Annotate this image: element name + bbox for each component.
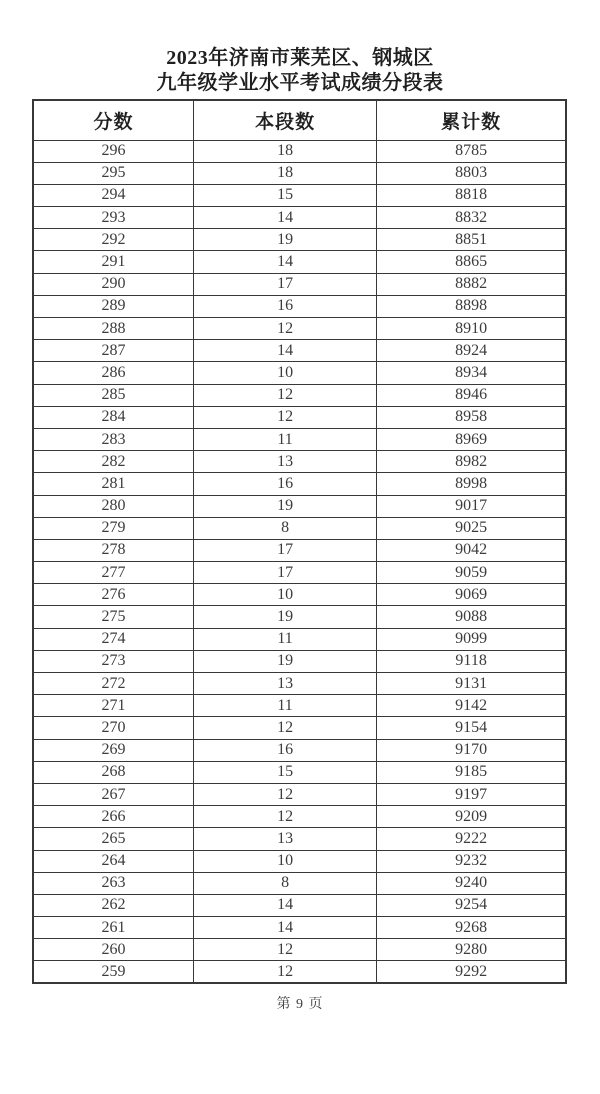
table-row xyxy=(33,872,566,894)
cell-score: 295 xyxy=(33,162,193,184)
cell-segment-count: 19 xyxy=(193,606,376,628)
cell-segment-count: 17 xyxy=(193,562,376,584)
cell-segment-count: 14 xyxy=(193,207,376,229)
cell-cumulative-count: 8982 xyxy=(377,451,566,473)
cell-score: 288 xyxy=(33,318,193,340)
cell-score: 269 xyxy=(33,739,193,761)
cell-segment-count: 13 xyxy=(193,828,376,850)
cell-cumulative-count: 8969 xyxy=(377,428,566,450)
cell-segment-count: 15 xyxy=(193,184,376,206)
cell-segment-count: 16 xyxy=(193,295,376,317)
table-row xyxy=(33,473,566,495)
column-header-cumulative-count: 累计数 xyxy=(377,100,566,140)
table-row xyxy=(33,140,566,162)
cell-cumulative-count: 8910 xyxy=(377,318,566,340)
cell-cumulative-count: 9197 xyxy=(377,783,566,805)
title-line-1: 2023年济南市莱芜区、钢城区 xyxy=(166,47,434,69)
cell-segment-count: 8 xyxy=(193,872,376,894)
table-row xyxy=(33,495,566,517)
table-row xyxy=(33,406,566,428)
cell-score: 284 xyxy=(33,406,193,428)
cell-segment-count: 12 xyxy=(193,806,376,828)
cell-cumulative-count: 8934 xyxy=(377,362,566,384)
table-row xyxy=(33,428,566,450)
cell-segment-count: 16 xyxy=(193,473,376,495)
cell-segment-count: 14 xyxy=(193,340,376,362)
cell-score: 282 xyxy=(33,451,193,473)
cell-segment-count: 18 xyxy=(193,140,376,162)
cell-score: 274 xyxy=(33,628,193,650)
title-line-2: 九年级学业水平考试成绩分段表 xyxy=(156,72,444,94)
table-row xyxy=(33,673,566,695)
cell-cumulative-count: 9099 xyxy=(377,628,566,650)
cell-segment-count: 10 xyxy=(193,850,376,872)
cell-score: 296 xyxy=(33,140,193,162)
cell-segment-count: 19 xyxy=(193,229,376,251)
cell-segment-count: 15 xyxy=(193,761,376,783)
table-row xyxy=(33,517,566,539)
cell-cumulative-count: 8865 xyxy=(377,251,566,273)
cell-cumulative-count: 9222 xyxy=(377,828,566,850)
cell-segment-count: 12 xyxy=(193,939,376,961)
cell-cumulative-count: 9154 xyxy=(377,717,566,739)
cell-cumulative-count: 8898 xyxy=(377,295,566,317)
cell-cumulative-count: 8818 xyxy=(377,184,566,206)
cell-cumulative-count: 8924 xyxy=(377,340,566,362)
table-row xyxy=(33,184,566,206)
table-row xyxy=(33,828,566,850)
cell-segment-count: 8 xyxy=(193,517,376,539)
table-row xyxy=(33,650,566,672)
table-row xyxy=(33,251,566,273)
cell-cumulative-count: 9142 xyxy=(377,695,566,717)
cell-score: 293 xyxy=(33,207,193,229)
cell-score: 287 xyxy=(33,340,193,362)
table-row xyxy=(33,295,566,317)
table-row xyxy=(33,207,566,229)
cell-score: 266 xyxy=(33,806,193,828)
table-row xyxy=(33,539,566,561)
table-row xyxy=(33,850,566,872)
cell-segment-count: 10 xyxy=(193,362,376,384)
cell-segment-count: 13 xyxy=(193,673,376,695)
table-row xyxy=(33,761,566,783)
cell-score: 290 xyxy=(33,273,193,295)
table-row xyxy=(33,384,566,406)
cell-score: 270 xyxy=(33,717,193,739)
table-row xyxy=(33,340,566,362)
cell-score: 272 xyxy=(33,673,193,695)
table-row xyxy=(33,273,566,295)
cell-cumulative-count: 9131 xyxy=(377,673,566,695)
cell-cumulative-count: 8882 xyxy=(377,273,566,295)
cell-segment-count: 11 xyxy=(193,428,376,450)
table-row xyxy=(33,717,566,739)
table-row xyxy=(33,917,566,939)
table-row xyxy=(33,562,566,584)
cell-segment-count: 14 xyxy=(193,251,376,273)
cell-score: 268 xyxy=(33,761,193,783)
cell-segment-count: 17 xyxy=(193,539,376,561)
cell-segment-count: 11 xyxy=(193,628,376,650)
table-row xyxy=(33,229,566,251)
table-row xyxy=(33,806,566,828)
table-row xyxy=(33,606,566,628)
cell-score: 273 xyxy=(33,650,193,672)
page-number-footer: 第 9 页 xyxy=(276,997,324,1013)
table-row xyxy=(33,939,566,961)
cell-segment-count: 16 xyxy=(193,739,376,761)
cell-cumulative-count: 9069 xyxy=(377,584,566,606)
cell-cumulative-count: 9059 xyxy=(377,562,566,584)
table-row xyxy=(33,318,566,340)
cell-score: 262 xyxy=(33,894,193,916)
cell-score: 260 xyxy=(33,939,193,961)
table-row xyxy=(33,362,566,384)
cell-score: 271 xyxy=(33,695,193,717)
cell-score: 285 xyxy=(33,384,193,406)
table-row xyxy=(33,695,566,717)
cell-cumulative-count: 9209 xyxy=(377,806,566,828)
table-row xyxy=(33,783,566,805)
cell-score: 289 xyxy=(33,295,193,317)
cell-score: 265 xyxy=(33,828,193,850)
cell-segment-count: 12 xyxy=(193,406,376,428)
cell-cumulative-count: 9025 xyxy=(377,517,566,539)
cell-segment-count: 12 xyxy=(193,783,376,805)
cell-cumulative-count: 8958 xyxy=(377,406,566,428)
cell-cumulative-count: 9017 xyxy=(377,495,566,517)
cell-score: 294 xyxy=(33,184,193,206)
cell-segment-count: 17 xyxy=(193,273,376,295)
table-row xyxy=(33,628,566,650)
score-table-body xyxy=(33,140,566,983)
cell-segment-count: 12 xyxy=(193,961,376,983)
cell-segment-count: 14 xyxy=(193,894,376,916)
table-row xyxy=(33,162,566,184)
cell-segment-count: 13 xyxy=(193,451,376,473)
cell-cumulative-count: 9268 xyxy=(377,917,566,939)
cell-score: 280 xyxy=(33,495,193,517)
cell-segment-count: 12 xyxy=(193,384,376,406)
cell-score: 291 xyxy=(33,251,193,273)
cell-score: 261 xyxy=(33,917,193,939)
cell-cumulative-count: 8998 xyxy=(377,473,566,495)
cell-cumulative-count: 9042 xyxy=(377,539,566,561)
column-header-score: 分数 xyxy=(33,100,193,140)
score-distribution-table xyxy=(32,99,567,984)
table-header-row xyxy=(33,100,566,140)
cell-cumulative-count: 8851 xyxy=(377,229,566,251)
cell-cumulative-count: 9170 xyxy=(377,739,566,761)
cell-segment-count: 14 xyxy=(193,917,376,939)
cell-cumulative-count: 8785 xyxy=(377,140,566,162)
cell-cumulative-count: 8832 xyxy=(377,207,566,229)
cell-cumulative-count: 9232 xyxy=(377,850,566,872)
cell-segment-count: 11 xyxy=(193,695,376,717)
cell-segment-count: 19 xyxy=(193,495,376,517)
cell-cumulative-count: 9292 xyxy=(377,961,566,983)
cell-score: 286 xyxy=(33,362,193,384)
table-row xyxy=(33,961,566,983)
cell-cumulative-count: 8946 xyxy=(377,384,566,406)
cell-score: 277 xyxy=(33,562,193,584)
document-title xyxy=(0,46,600,96)
cell-score: 283 xyxy=(33,428,193,450)
cell-score: 263 xyxy=(33,872,193,894)
cell-segment-count: 12 xyxy=(193,717,376,739)
cell-cumulative-count: 9185 xyxy=(377,761,566,783)
table-row xyxy=(33,894,566,916)
cell-score: 278 xyxy=(33,539,193,561)
cell-score: 264 xyxy=(33,850,193,872)
cell-cumulative-count: 9254 xyxy=(377,894,566,916)
table-row xyxy=(33,739,566,761)
cell-score: 259 xyxy=(33,961,193,983)
column-header-segment-count: 本段数 xyxy=(193,100,376,140)
cell-cumulative-count: 8803 xyxy=(377,162,566,184)
cell-segment-count: 18 xyxy=(193,162,376,184)
table-row xyxy=(33,584,566,606)
cell-score: 292 xyxy=(33,229,193,251)
cell-score: 281 xyxy=(33,473,193,495)
table-row xyxy=(33,451,566,473)
cell-score: 275 xyxy=(33,606,193,628)
cell-segment-count: 12 xyxy=(193,318,376,340)
cell-score: 267 xyxy=(33,783,193,805)
cell-segment-count: 19 xyxy=(193,650,376,672)
cell-score: 276 xyxy=(33,584,193,606)
cell-segment-count: 10 xyxy=(193,584,376,606)
cell-score: 279 xyxy=(33,517,193,539)
cell-cumulative-count: 9088 xyxy=(377,606,566,628)
cell-cumulative-count: 9280 xyxy=(377,939,566,961)
cell-cumulative-count: 9118 xyxy=(377,650,566,672)
cell-cumulative-count: 9240 xyxy=(377,872,566,894)
